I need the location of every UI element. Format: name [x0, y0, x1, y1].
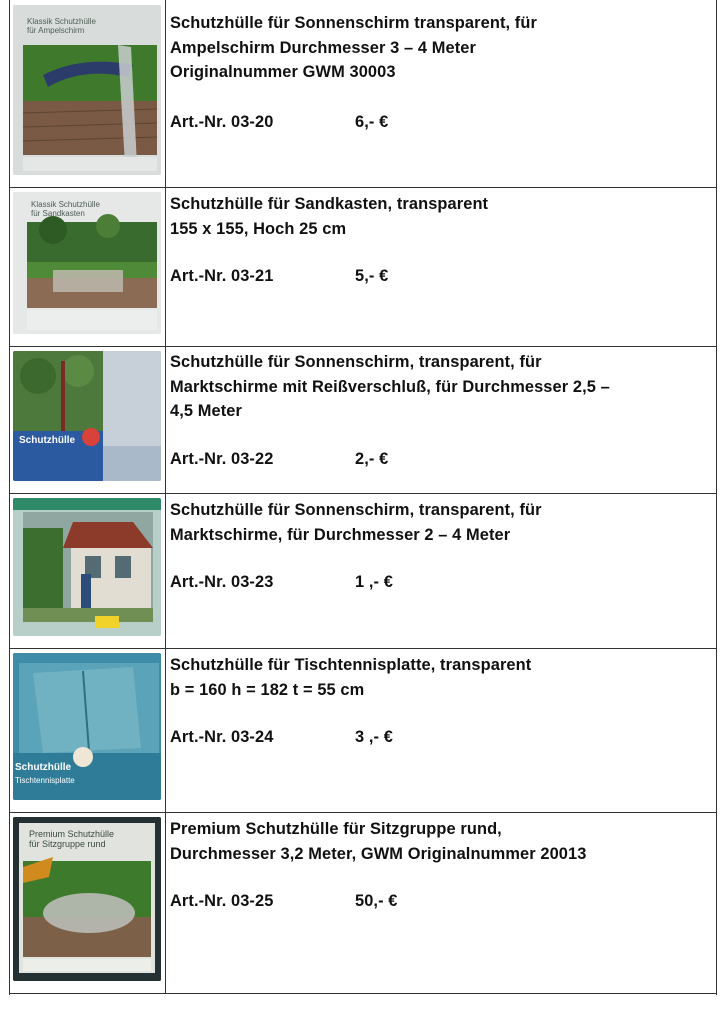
article-number: Art.-Nr. 03-22	[170, 450, 274, 468]
photo-cell	[10, 346, 166, 493]
table-tennis-cover-package-image	[13, 653, 161, 800]
photo-cell	[10, 0, 166, 187]
product-description: Schutzhülle für Tischtennisplatte, transparent	[170, 656, 532, 674]
product-info	[170, 648, 710, 812]
market-umbrella-cover-house-image	[13, 498, 161, 636]
product-description: 155 x 155, Hoch 25 cm	[170, 219, 347, 238]
product-info	[170, 346, 710, 493]
product-description: Durchmesser 3,2 Meter, GWM Originalnummer 20013	[170, 844, 587, 863]
price: 2,- €	[355, 450, 389, 468]
product-info	[170, 0, 710, 187]
product-description: Schutzhülle für Sandkasten, transparent	[170, 195, 489, 213]
product-table	[9, 0, 717, 995]
product-info	[170, 812, 710, 993]
product-description: Schutzhülle für Sonnenschirm, transparent, für	[170, 501, 542, 519]
price: 50,- €	[355, 892, 398, 910]
product-description: Schutzhülle für Sonnenschirm, transparent, für	[170, 353, 542, 371]
product-description: Originalnummer GWM 30003	[170, 63, 396, 81]
product-description: b = 160 h = 182 t = 55 cm	[170, 680, 365, 699]
umbrella-cover-package-image	[13, 5, 161, 175]
article-number: Art.-Nr. 03-23	[170, 573, 274, 591]
package-label: Schutzhülle Tischtennisplatte	[15, 762, 75, 785]
article-number: Art.-Nr. 03-25	[170, 892, 274, 910]
table-row	[10, 346, 716, 494]
article-number: Art.-Nr. 03-21	[170, 267, 274, 285]
price: 6,- €	[355, 113, 389, 131]
table-row	[10, 812, 716, 994]
photo-cell	[10, 493, 166, 648]
article-number: Art.-Nr. 03-20	[170, 113, 274, 131]
price: 3 ,- €	[355, 728, 393, 746]
product-description: 4,5 Meter	[170, 402, 242, 420]
product-description: Ampelschirm Durchmesser 3 – 4 Meter	[170, 38, 476, 57]
product-description: Schutzhülle für Sonnenschirm transparent, für	[170, 14, 537, 32]
product-info	[170, 187, 710, 346]
seating-group-cover-package-image	[13, 817, 161, 981]
product-description: Marktschirme mit Reißverschluß, für Durchmesser 2,5 –	[170, 377, 610, 396]
table-row	[10, 187, 716, 347]
photo-cell	[10, 648, 166, 812]
photo-cell	[10, 187, 166, 346]
package-label: Klassik Schutzhülle für Sandkasten	[31, 200, 100, 218]
table-row	[10, 648, 716, 813]
package-label: Schutzhülle	[19, 435, 76, 446]
photo-cell	[10, 812, 166, 993]
market-umbrella-cover-package-image	[13, 351, 161, 481]
price: 1 ,- €	[355, 573, 393, 591]
package-label: Klassik Schutzhülle für Ampelschirm	[27, 17, 96, 35]
product-description: Marktschirme, für Durchmesser 2 – 4 Meter	[170, 525, 511, 544]
product-info	[170, 493, 710, 648]
package-label: Premium Schutzhülle für Sitzgruppe rund	[29, 829, 115, 849]
product-description: Premium Schutzhülle für Sitzgruppe rund,	[170, 820, 502, 838]
table-row	[10, 493, 716, 649]
table-row	[10, 0, 716, 188]
article-number: Art.-Nr. 03-24	[170, 728, 274, 746]
sandbox-cover-package-image	[13, 192, 161, 334]
price: 5,- €	[355, 267, 389, 285]
